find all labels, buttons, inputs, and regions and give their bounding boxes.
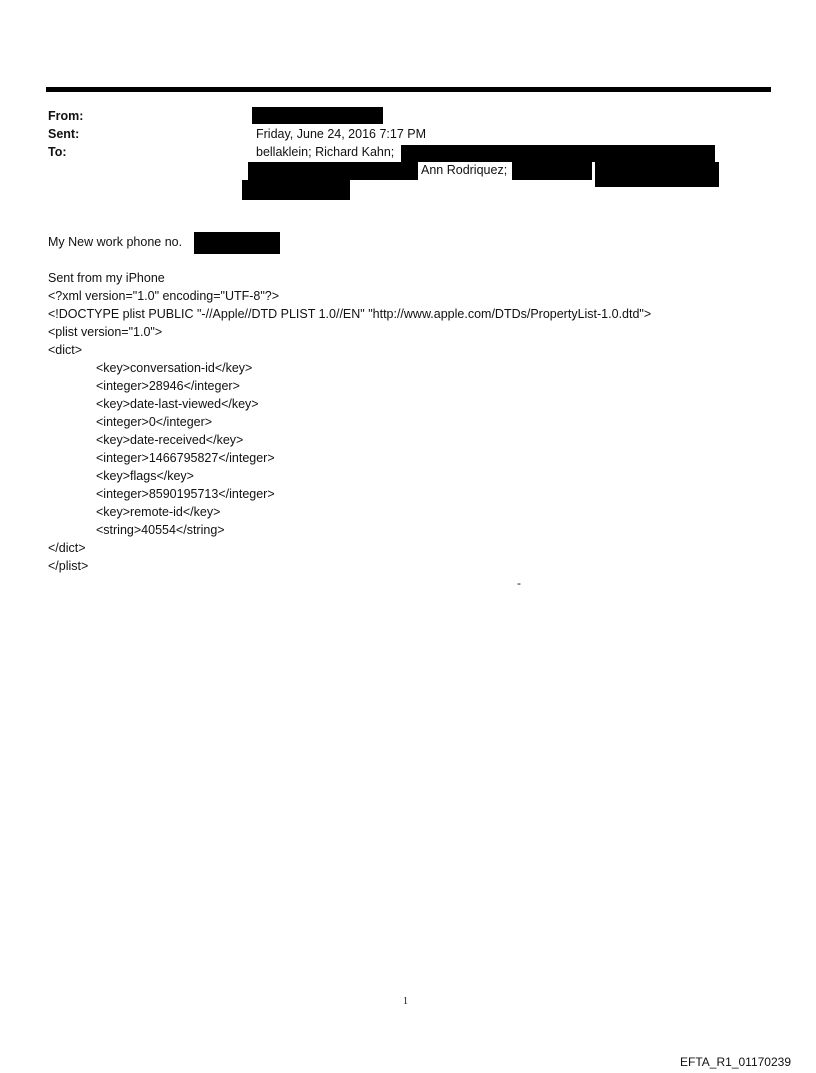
plist-line: <key>date-received</key> [96,433,244,447]
bates-number: EFTA_R1_01170239 [680,1055,791,1069]
redaction-to-5 [242,180,350,200]
plist-line: <integer>8590195713</integer> [96,487,275,501]
plist-line: <key>flags</key> [96,469,194,483]
plist-line: <integer>1466795827</integer> [96,451,275,465]
redaction-to-1 [401,145,715,162]
plist-line: <string>40554</string> [96,523,225,537]
plist-line: </dict> [48,541,86,555]
from-label: From: [48,109,84,123]
plist-line: <?xml version="1.0" encoding="UTF-8"?> [48,289,280,303]
plist-line: <key>remote-id</key> [96,505,221,519]
plist-line: <key>conversation-id</key> [96,361,253,375]
redaction-to-4 [595,162,719,187]
to-value-line1: bellaklein; Richard Kahn; [256,145,395,159]
to-value-line2: Ann Rodriquez; [421,163,508,177]
plist-line: <!DOCTYPE plist PUBLIC "-//Apple//DTD PLIST 1.0//EN" "http://www.apple.com/DTDs/PropertyList-1.0.dtd"> [48,307,652,321]
signature-line: Sent from my iPhone [48,271,165,285]
phone-line: My New work phone no. [48,235,183,249]
plist-line: <dict> [48,343,83,357]
redaction-to-3 [512,162,592,180]
sent-value: Friday, June 24, 2016 7:17 PM [256,127,427,141]
sent-label: Sent: [48,127,80,141]
stray-dash: - [517,576,521,590]
plist-line: <integer>0</integer> [96,415,213,429]
plist-line: <integer>28946</integer> [96,379,240,393]
page-number: 1 [403,996,408,1007]
redaction-from [252,107,383,124]
plist-line: <plist version="1.0"> [48,325,163,339]
plist-line: </plist> [48,559,89,573]
header-rule [46,87,771,92]
redaction-to-2 [248,162,418,180]
redaction-phone [194,232,280,254]
to-label: To: [48,145,67,159]
plist-line: <key>date-last-viewed</key> [96,397,259,411]
